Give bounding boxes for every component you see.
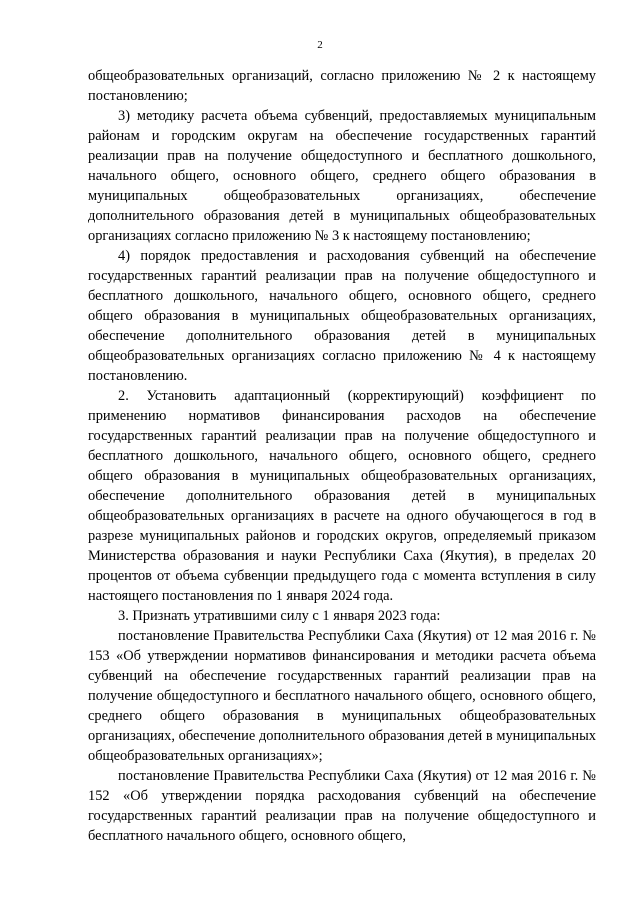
paragraph-clause-2: 2. Установить адаптационный (корректирующий) коэффициент по применению нормативов финансирования расходов на обеспечение государственных гарантий реализации прав на получение общедоступного и бесплатного дошкольного, начального общего, основного общего, среднего общего образования в муниципальных общеобразовательных организациях, обеспечение дополнительного образования детей в муниципальных общеобразовательных организациях в расчете на одного обучающегося в год в разрезе муниципальных районов и городских округов, определяемый приказом Министерства образования и науки Республики Саха (Якутия), в пределах 20 процентов от объема субвенции предыдущего года с момента вступления в силу настоящего постановления по 1 января 2024 года.: [88, 388, 596, 604]
document-body: [88, 66, 596, 846]
paragraph-continuation: общеобразовательных организаций, согласно приложению № 2 к настоящему постановлению;: [88, 68, 596, 104]
paragraph-resolution-153: постановление Правительства Республики Саха (Якутия) от 12 мая 2016 г. № 153 «Об утверждении нормативов финансирования и методики расчета объема субвенций на обеспечение государственных гарантий реализации прав на получение общедоступного и бесплатного начального общего, основного общего, среднего общего образования в муниципальных общеобразовательных организациях, обеспечение дополнительного образования детей в муниципальных общеобразовательных организациях»;: [88, 628, 596, 764]
paragraph-item-3: 3) методику расчета объема субвенций, предоставляемых муниципальным районам и городским округам на обеспечение государственных гарантий реализации прав на получение общедоступного и бесплатного дошкольного, начального общего, основного общего, среднего общего образования в муниципальных общеобразовательных организациях, обеспечение дополнительного образования детей в муниципальных общеобразовательных организациях согласно приложению № 3 к настоящему постановлению;: [88, 108, 596, 244]
paragraph-clause-3: 3. Признать утратившими силу с 1 января 2023 года:: [118, 608, 441, 624]
paragraph-resolution-152: постановление Правительства Республики Саха (Якутия) от 12 мая 2016 г. № 152 «Об утверждении порядка расходования субвенций на обеспечение государственных гарантий реализации прав на получение общедоступного и бесплатного начального общего, основного общего,: [88, 768, 596, 844]
page-number: 2: [317, 39, 323, 51]
paragraph-item-4: 4) порядок предоставления и расходования субвенций на обеспечение государственных гарантий реализации прав на получение общедоступного и бесплатного дошкольного, начального общего, основного общего, среднего общего образования в муниципальных общеобразовательных организациях, обеспечение дополнительного образования детей в муниципальных общеобразовательных организациях согласно приложению № 4 к настоящему постановлению.: [88, 248, 596, 384]
